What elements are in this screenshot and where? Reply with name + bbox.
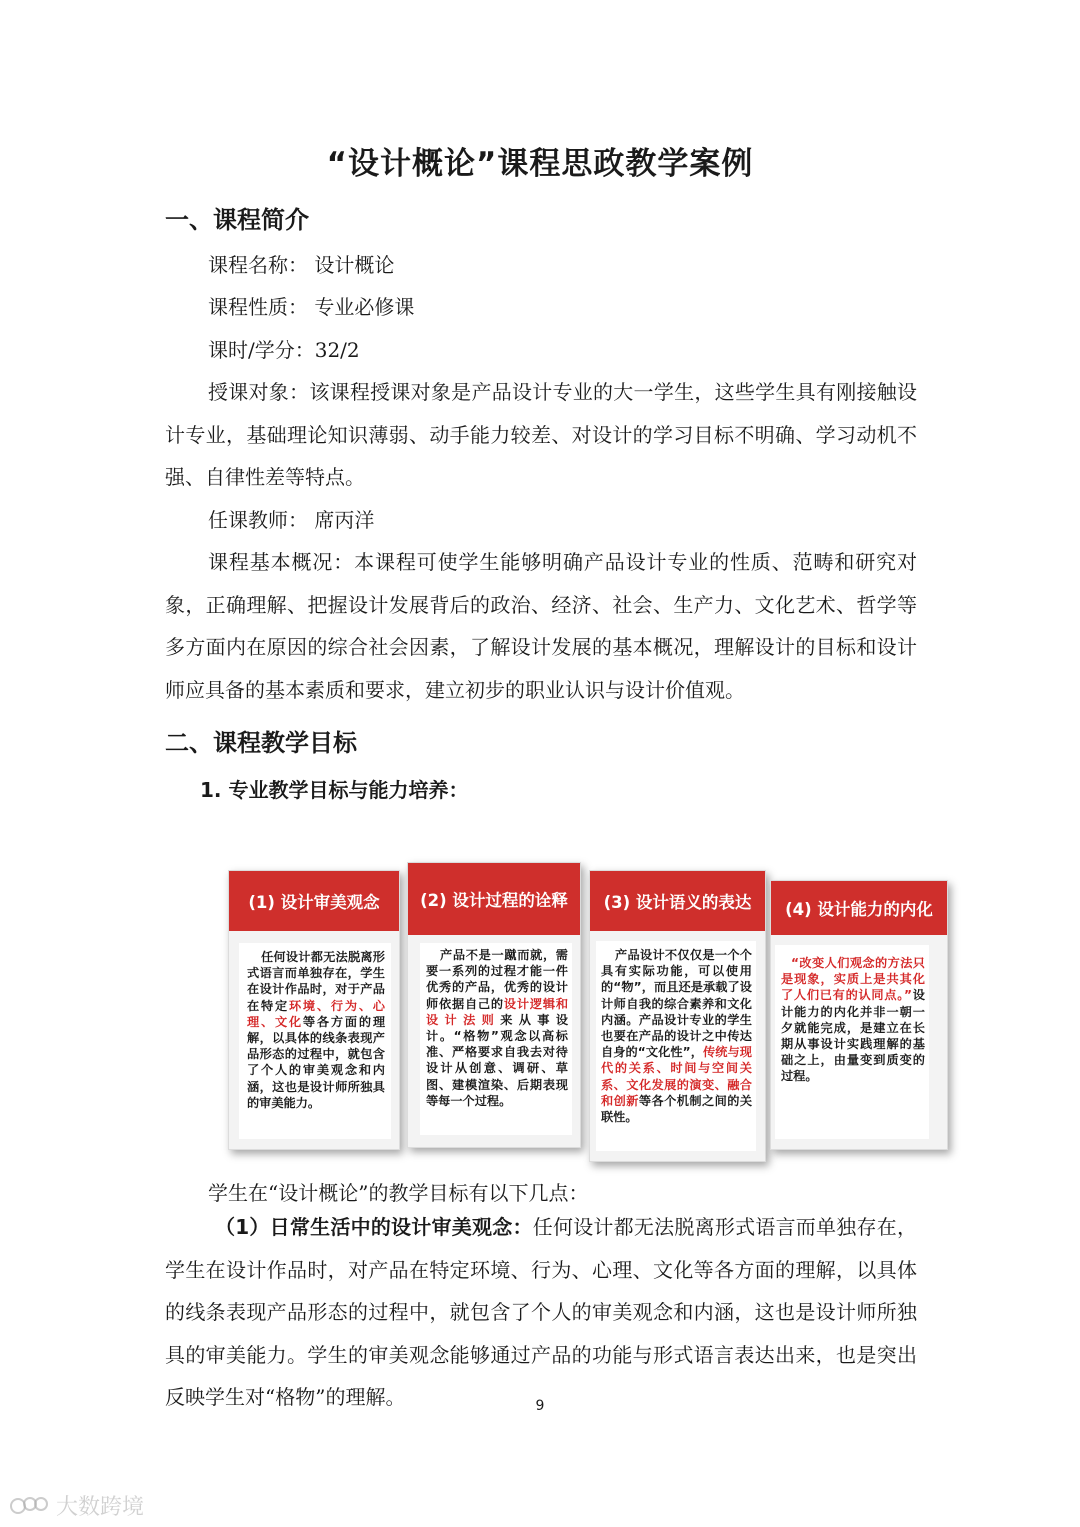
watermark	[10, 1490, 144, 1521]
section-heading-goals: 二、课程教学目标	[165, 729, 357, 757]
goal-card-1-body: 任何设计都无法脱离形式语言而单独存在，学生在设计作品时，对于产品在特定环境、行为、心理、文化等各方面的理解，以具体的线条表现产品形态的过程中，就包含了个人的审美观念和内涵，这也是设计师所独具的审美能力。	[239, 943, 391, 1139]
audience-paragraph: 授课对象：该课程授课对象是产品设计专业的大一学生，这些学生具有刚接触设计专业，基础理论知识薄弱、动手能力较差、对设计的学习目标不明确、学习动机不强、自律性差等特点。	[165, 380, 917, 490]
course-name: 课程名称： 设计概论	[208, 253, 395, 277]
goal-card-4	[770, 880, 948, 1150]
page-title: “设计概论”课程思政教学案例	[326, 146, 754, 182]
sub-heading-goals: 1. 专业教学目标与能力培养：	[200, 778, 469, 802]
point-1-paragraph	[165, 1206, 917, 1419]
goal-card-1-title: (1) 设计审美观念	[229, 871, 399, 931]
course-hours: 课时/学分：32/2	[208, 338, 360, 362]
goal-card-4-title: (4) 设计能力的内化	[771, 881, 947, 935]
goal-card-2-title: (2) 设计过程的诠释	[408, 863, 580, 935]
goal-card-3-body: 产品设计不仅仅是一个个具有实际功能，可以使用的“物”，而且还是承载了设计师自我的综合素养和文化内涵。产品设计专业的学生也要在产品的设计之中传达自身的“文化性”，传统与现代的关系、时间与空间关系、文化发展的演变、融合和创新等各个机制之间的关联性。	[596, 941, 756, 1151]
section-heading-intro: 一、课程简介	[165, 206, 309, 234]
goal-card-3-title: (3) 设计语义的表达	[590, 871, 765, 931]
goal-card-1	[228, 870, 400, 1150]
point-1-text: 任何设计都无法脱离形式语言而单独存在，学生在设计作品时，对产品在特定环境、行为、心理、文化等各方面的理解，以具体的线条表现产品形态的过程中，就包含了个人的审美观念和内涵，这也是设计师所独具的审美能力。学生的审美观念能够通过产品的功能与形式语言表达出来，也是突出反映学生对“格物”的理解。	[165, 1215, 917, 1410]
point-1-label: （1）日常生活中的设计审美观念：	[215, 1215, 533, 1239]
watermark-text: 大数跨境	[56, 1495, 145, 1520]
overview-paragraph: 课程基本概况：本课程可使学生能够明确产品设计专业的性质、范畴和研究对象，正确理解、把握设计发展背后的政治、经济、社会、生产力、文化艺术、哲学等多方面内在原因的综合社会因素，了解设计发展的基本概况，理解设计的目标和设计师应具备的基本素质和要求，建立初步的职业认识与设计价值观。	[165, 550, 917, 702]
goal-card-3	[589, 870, 766, 1162]
page-number: 9	[535, 1398, 545, 1414]
goal-card-2	[407, 862, 581, 1148]
course-type: 课程性质： 专业必修课	[208, 295, 415, 319]
goal-card-2-body: 产品不是一蹴而就，需要一系列的过程才能一件优秀的产品，优秀的设计师依据自己的设计逻辑和设计法则来从事设计。“格物”观念以高标准、严格要求自我去对待设计从创意、调研、草图、建模渲染、后期表现等每一个过程。	[420, 943, 572, 1135]
goal-card-4-body: “改变人们观念的方法只是现象，实质上是共其化了人们已有的认同点。”设计能力的内化并非一朝一夕就能完成，是建立在长期从事设计实践理解的基础之上，由量变到质变的过程。	[775, 945, 929, 1139]
watermark-logo-icon	[10, 1494, 50, 1518]
teacher: 任课教师： 席丙洋	[208, 508, 375, 532]
goals-intro: 学生在“设计概论”的教学目标有以下几点：	[208, 1181, 589, 1205]
